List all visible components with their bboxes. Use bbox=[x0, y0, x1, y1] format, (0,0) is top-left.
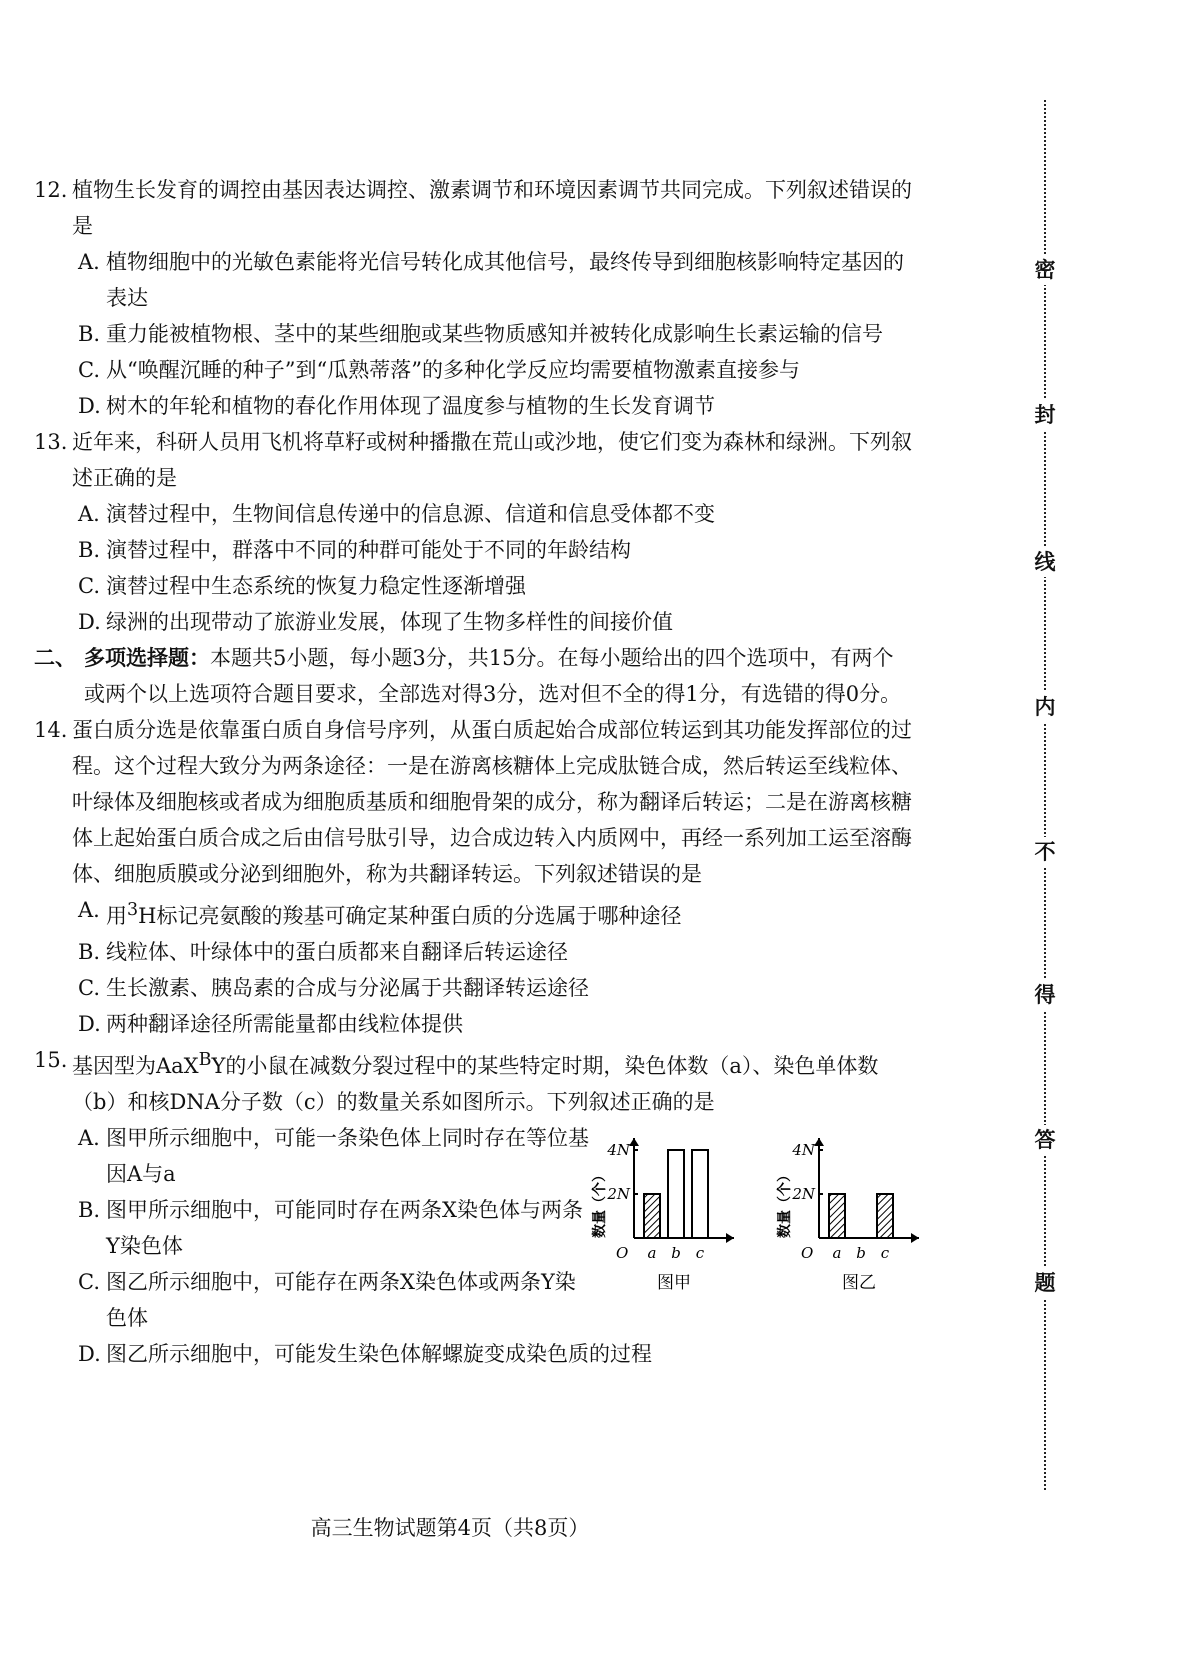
section-instructions: 本题共5小题，每小题3分，共15分。在每小题给出的四个选项中，有两个或两个以上选项符合题目要求，全部选对得3分，选对但不全的得1分，有选错的得0分。 bbox=[84, 646, 902, 706]
q14-option-d bbox=[34, 1006, 914, 1042]
q12-option-d bbox=[34, 388, 914, 424]
q13-option-d bbox=[34, 604, 914, 640]
option-label: C. bbox=[78, 976, 100, 1000]
question-number: 12. bbox=[34, 178, 68, 202]
y-tick-label: 4N bbox=[792, 1141, 815, 1159]
q15-option-c bbox=[34, 1264, 596, 1336]
page-footer: 高三生物试题第4页（共8页） bbox=[310, 1516, 590, 1540]
question-stem: 近年来，科研人员用飞机将草籽或树种播撒在荒山或沙地，使它们变为森林和绿洲。下列叙述正确的是 bbox=[72, 430, 912, 490]
question-stem: 蛋白质分选是依靠蛋白质自身信号序列，从蛋白质起始合成部位转运到其功能发挥部位的过程。这个过程大致分为两条途径：一是在游离核糖体上完成肽链合成，然后转运至线粒体、叶绿体及细胞核或者成为细胞质基质和细胞骨架的成分，称为翻译后转运；二是在游离核糖体上起始蛋白质合成之后由信号肽引导，边合成边转入内质网中，再经一系列加工运至溶酶体、细胞质膜或分泌到细胞外，称为共翻译转运。下列叙述错误的是 bbox=[72, 718, 912, 886]
binding-char: 得 bbox=[1030, 980, 1060, 1010]
option-text: 线粒体、叶绿体中的蛋白质都来自翻译后转运途径 bbox=[106, 940, 568, 964]
question-number: 14. bbox=[34, 718, 68, 742]
question-stem-pre: 基因型为AaX bbox=[72, 1054, 199, 1078]
y-axis-label: 数量（个） bbox=[777, 1168, 793, 1238]
binding-char: 密 bbox=[1030, 255, 1060, 285]
option-label: A. bbox=[78, 1126, 100, 1150]
option-text: 图甲所示细胞中，可能一条染色体上同时存在等位基因A与a bbox=[106, 1126, 589, 1186]
binding-char: 不 bbox=[1030, 837, 1060, 867]
option-text: 图甲所示细胞中，可能同时存在两条X染色体与两条Y染色体 bbox=[106, 1198, 583, 1258]
option-text: 重力能被植物根、茎中的某些细胞或某些物质感知并被转化成影响生长素运输的信号 bbox=[106, 322, 883, 346]
option-label: C. bbox=[78, 574, 100, 598]
bar-a bbox=[644, 1194, 660, 1238]
x-axis-arrow bbox=[726, 1233, 734, 1243]
option-label: B. bbox=[78, 322, 101, 346]
isotope-superscript: 3 bbox=[127, 900, 139, 920]
section-number: 二、 bbox=[34, 645, 76, 670]
charts-svg bbox=[594, 1120, 924, 1320]
binding-char: 封 bbox=[1030, 400, 1060, 430]
option-label: D. bbox=[78, 610, 101, 634]
option-text: 植物细胞中的光敏色素能将光信号转化成其他信号，最终传导到细胞核影响特定基因的表达 bbox=[106, 250, 904, 310]
origin-label: O bbox=[616, 1244, 629, 1262]
section-2-heading bbox=[34, 640, 914, 712]
q15-option-b bbox=[34, 1192, 596, 1264]
y-tick-label: 2N bbox=[607, 1185, 630, 1203]
option-label: B. bbox=[78, 538, 101, 562]
question-number: 15. bbox=[34, 1048, 68, 1072]
option-label: B. bbox=[78, 940, 101, 964]
binding-char: 内 bbox=[1030, 692, 1060, 722]
gene-superscript: B bbox=[198, 1050, 212, 1070]
question-13 bbox=[34, 424, 914, 496]
option-label: D. bbox=[78, 1012, 101, 1036]
q13-option-c bbox=[34, 568, 914, 604]
question-number: 13. bbox=[34, 430, 68, 454]
q14-option-b bbox=[34, 934, 914, 970]
option-text: 演替过程中生态系统的恢复力稳定性逐渐增强 bbox=[106, 574, 526, 598]
y-axis-arrow bbox=[629, 1138, 639, 1146]
q12-option-b bbox=[34, 316, 914, 352]
q12-option-c bbox=[34, 352, 914, 388]
chart-caption: 图甲 bbox=[657, 1273, 691, 1293]
x-tick-label-c: c bbox=[880, 1244, 890, 1262]
option-text: 图乙所示细胞中，可能发生染色体解螺旋变成染色质的过程 bbox=[106, 1342, 652, 1366]
option-text: H标记亮氨酸的羧基可确定某种蛋白质的分选属于哪种途径 bbox=[138, 904, 682, 928]
q13-option-b bbox=[34, 532, 914, 568]
y-axis-label: 数量（个） bbox=[592, 1168, 608, 1238]
option-label: A. bbox=[78, 250, 100, 274]
option-label: A. bbox=[78, 502, 100, 526]
binding-char: 题 bbox=[1030, 1268, 1060, 1298]
binding-char: 线 bbox=[1030, 547, 1060, 577]
q15-option-d bbox=[34, 1336, 914, 1372]
x-tick-label-b: b bbox=[671, 1244, 681, 1262]
option-label: C. bbox=[78, 1270, 100, 1294]
chart-yi bbox=[776, 1138, 919, 1293]
option-text: 生长激素、胰岛素的合成与分泌属于共翻译转运途径 bbox=[106, 976, 589, 1000]
q14-option-a bbox=[34, 892, 914, 934]
option-text: 绿洲的出现带动了旅游业发展，体现了生物多样性的间接价值 bbox=[106, 610, 673, 634]
question-12 bbox=[34, 172, 914, 244]
binding-line bbox=[1030, 100, 1060, 1490]
option-prefix: 用 bbox=[106, 904, 127, 928]
x-tick-label-c: c bbox=[695, 1244, 705, 1262]
x-tick-label-b: b bbox=[856, 1244, 866, 1262]
q15-option-a bbox=[34, 1120, 596, 1192]
question-stem: 植物生长发育的调控由基因表达调控、激素调节和环境因素调节共同完成。下列叙述错误的是 bbox=[72, 178, 912, 238]
option-label: D. bbox=[78, 394, 101, 418]
question-14 bbox=[34, 712, 914, 892]
bar-c bbox=[877, 1194, 893, 1238]
option-label: C. bbox=[78, 358, 100, 382]
question-15 bbox=[34, 1042, 914, 1120]
chart-jia bbox=[591, 1138, 734, 1293]
option-text: 演替过程中，生物间信息传递中的信息源、信道和信息受体都不变 bbox=[106, 502, 715, 526]
option-text: 演替过程中，群落中不同的种群可能处于不同的年龄结构 bbox=[106, 538, 631, 562]
option-label: A. bbox=[78, 898, 100, 922]
figure-charts bbox=[594, 1120, 924, 1320]
q15-options-with-figures bbox=[34, 1120, 914, 1372]
x-tick-label-a: a bbox=[832, 1244, 842, 1262]
q13-option-a bbox=[34, 496, 914, 532]
x-tick-label-a: a bbox=[647, 1244, 657, 1262]
origin-label: O bbox=[801, 1244, 814, 1262]
option-text: 两种翻译途径所需能量都由线粒体提供 bbox=[106, 1012, 463, 1036]
section-title: 多项选择题： bbox=[84, 645, 210, 670]
x-axis-arrow bbox=[911, 1233, 919, 1243]
bar-b bbox=[668, 1150, 684, 1238]
bar-c bbox=[692, 1150, 708, 1238]
option-label: D. bbox=[78, 1342, 101, 1366]
option-text: 树木的年轮和植物的春化作用体现了温度参与植物的生长发育调节 bbox=[106, 394, 715, 418]
binding-char: 答 bbox=[1030, 1125, 1060, 1155]
bar-a bbox=[829, 1194, 845, 1238]
option-text: 从“唤醒沉睡的种子”到“瓜熟蒂落”的多种化学反应均需要植物激素直接参与 bbox=[106, 358, 800, 382]
y-tick-label: 2N bbox=[792, 1185, 815, 1203]
option-label: B. bbox=[78, 1198, 101, 1222]
y-tick-label: 4N bbox=[607, 1141, 630, 1159]
question-stem-post: Y的小鼠在减数分裂过程中的某些特定时期，染色体数（a）、染色单体数（b）和核DNA分子数（c）的数量关系如图所示。下列叙述正确的是 bbox=[72, 1054, 879, 1114]
q12-option-a bbox=[34, 244, 914, 316]
chart-caption: 图乙 bbox=[842, 1273, 876, 1293]
q14-option-c bbox=[34, 970, 914, 1006]
exam-content bbox=[34, 172, 914, 1372]
option-text: 图乙所示细胞中，可能存在两条X染色体或两条Y染色体 bbox=[106, 1270, 576, 1330]
y-axis-arrow bbox=[814, 1138, 824, 1146]
